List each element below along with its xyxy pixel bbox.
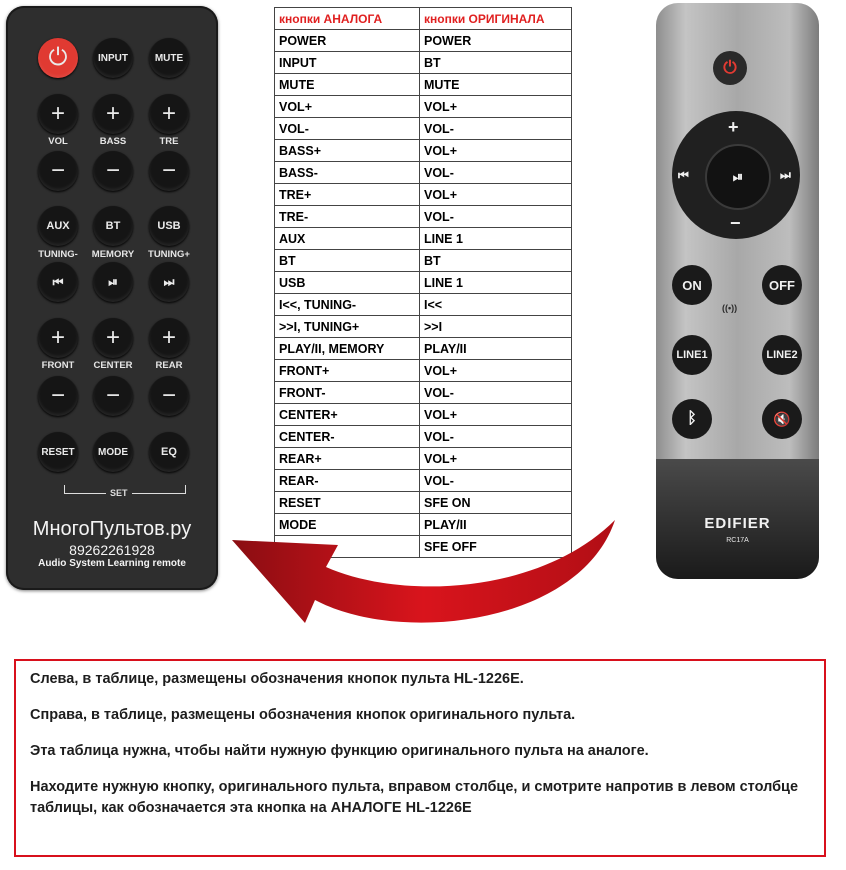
original-cell: VOL-: [420, 206, 572, 228]
front-minus-button[interactable]: −: [38, 376, 78, 416]
table-row: [275, 448, 572, 470]
table-row: [275, 140, 572, 162]
original-cell: VOL+: [420, 360, 572, 382]
original-cell: SFE ON: [420, 492, 572, 514]
vol-plus-button[interactable]: +: [38, 94, 78, 134]
analog-cell: POWER: [275, 30, 420, 52]
analog-cell: USB: [275, 272, 420, 294]
info-line-2: Справа, в таблице, размещены обозначения кнопок оригинального пульта.: [30, 707, 576, 723]
model-label: RC17A: [726, 537, 749, 544]
original-cell: MUTE: [420, 74, 572, 96]
table-row: [275, 96, 572, 118]
play-pause-icon[interactable]: ⏯: [705, 144, 771, 210]
input-button[interactable]: INPUT: [93, 38, 133, 78]
table-row: [275, 184, 572, 206]
brand-phone: 89262261928: [69, 542, 155, 558]
original-cell: VOL+: [420, 140, 572, 162]
table-row: [275, 316, 572, 338]
original-cell: VOL+: [420, 404, 572, 426]
vol-minus-button[interactable]: −: [38, 151, 78, 191]
button-mapping-table: [274, 7, 572, 558]
tre-label: TRE: [159, 136, 179, 147]
analog-remote: [6, 6, 218, 590]
table-row: [275, 382, 572, 404]
vol-label: VOL: [48, 136, 68, 147]
analog-cell: MUTE: [275, 74, 420, 96]
table-row: [275, 74, 572, 96]
original-cell: BT: [420, 250, 572, 272]
original-cell: LINE 1: [420, 272, 572, 294]
original-cell: VOL+: [420, 96, 572, 118]
table-row: [275, 118, 572, 140]
power-button[interactable]: ⏻: [38, 38, 78, 78]
memory-label: MEMORY: [91, 249, 135, 260]
vol-up-icon[interactable]: +: [728, 117, 739, 137]
original-cell: VOL-: [420, 118, 572, 140]
bass-label: BASS: [99, 136, 127, 147]
original-cell: VOL-: [420, 382, 572, 404]
analog-cell: REAR+: [275, 448, 420, 470]
prev-button[interactable]: ⏮: [38, 262, 78, 302]
analog-cell: TRE+: [275, 184, 420, 206]
on-button[interactable]: ON: [672, 265, 712, 305]
next-button[interactable]: ⏭: [149, 262, 189, 302]
table-header-row: [275, 8, 572, 30]
edifier-logo: EDIFIER: [704, 515, 771, 532]
rear-minus-button[interactable]: −: [149, 376, 189, 416]
table-row: [275, 338, 572, 360]
info-line-1: Слева, в таблице, размещены обозначения кнопок пульта HL-1226E.: [30, 671, 524, 687]
bt-button[interactable]: BT: [93, 206, 133, 246]
analog-cell: VOL-: [275, 118, 420, 140]
info-line-3: Эта таблица нужна, чтобы найти нужную функцию оригинального пульта на аналоге.: [30, 743, 649, 759]
mute-button[interactable]: MUTE: [149, 38, 189, 78]
analog-cell: BASS-: [275, 162, 420, 184]
brand-name: МногоПультов.ру: [32, 518, 192, 540]
original-cell: PLAY/II: [420, 514, 572, 536]
original-cell: VOL+: [420, 184, 572, 206]
original-cell: VOL-: [420, 162, 572, 184]
original-remote: [656, 3, 819, 579]
next-icon[interactable]: ⏭: [780, 168, 791, 182]
table-row: [275, 426, 572, 448]
analog-cell: CENTER-: [275, 426, 420, 448]
line1-button[interactable]: LINE1: [672, 335, 712, 375]
mode-button[interactable]: MODE: [93, 432, 133, 472]
prev-icon[interactable]: ⏮: [678, 168, 689, 182]
analog-cell: FRONT+: [275, 360, 420, 382]
table-row: [275, 52, 572, 74]
table-row: [275, 470, 572, 492]
header-original: кнопки ОРИГИНАЛА: [420, 8, 572, 30]
bass-plus-button[interactable]: +: [93, 94, 133, 134]
header-analog: кнопки АНАЛОГА: [275, 8, 420, 30]
center-plus-button[interactable]: +: [93, 318, 133, 358]
original-power-button[interactable]: ⏻: [713, 51, 747, 85]
play-pause-button[interactable]: ⏯: [93, 262, 133, 302]
analog-cell: BT: [275, 250, 420, 272]
vol-down-icon[interactable]: −: [730, 213, 741, 233]
analog-cell: RESET: [275, 492, 420, 514]
analog-cell: AUX: [275, 228, 420, 250]
tre-plus-button[interactable]: +: [149, 94, 189, 134]
center-label: CENTER: [93, 360, 133, 371]
front-label: FRONT: [41, 360, 75, 371]
table-row: [275, 206, 572, 228]
arrow-shape: [232, 520, 615, 623]
original-cell: VOL-: [420, 470, 572, 492]
original-cell: LINE 1: [420, 228, 572, 250]
analog-cell: VOL+: [275, 96, 420, 118]
original-cell: SFE OFF: [420, 536, 572, 558]
analog-cell: TRE-: [275, 206, 420, 228]
eq-button[interactable]: EQ: [149, 432, 189, 472]
bluetooth-icon[interactable]: ᛒ: [672, 399, 712, 439]
analog-cell: I<<, TUNING-: [275, 294, 420, 316]
tuning-plus-label: TUNING+: [148, 249, 190, 260]
original-cell: BT: [420, 52, 572, 74]
analog-cell: PLAY/II, MEMORY: [275, 338, 420, 360]
brand-subtitle: Audio System Learning remote: [38, 558, 186, 569]
reset-button[interactable]: RESET: [38, 432, 78, 472]
analog-cell: >>I, TUNING+: [275, 316, 420, 338]
center-minus-button[interactable]: −: [93, 376, 133, 416]
tuning-minus-label: TUNING-: [38, 249, 78, 260]
analog-cell: FRONT-: [275, 382, 420, 404]
usb-button[interactable]: USB: [149, 206, 189, 246]
original-cell: POWER: [420, 30, 572, 52]
analog-cell: BASS+: [275, 140, 420, 162]
table-row: [275, 250, 572, 272]
table-row: [275, 228, 572, 250]
rear-label: REAR: [155, 360, 183, 371]
table-row: [275, 162, 572, 184]
off-button[interactable]: OFF: [762, 265, 802, 305]
analog-cell: CENTER+: [275, 404, 420, 426]
line2-button[interactable]: LINE2: [762, 335, 802, 375]
table-row: [275, 404, 572, 426]
tre-minus-button[interactable]: −: [149, 151, 189, 191]
info-line-4: Находите нужную кнопку, оригинального пульта, вправом столбце, и смотрите напротив в левом столбце таблицы, как обозначается эта кнопка на АНАЛОГЕ HL-1226E: [30, 779, 799, 816]
original-cell: VOL+: [420, 448, 572, 470]
original-cell: PLAY/II: [420, 338, 572, 360]
aux-button[interactable]: AUX: [38, 206, 78, 246]
table-row: [275, 272, 572, 294]
table-row: [275, 294, 572, 316]
rear-plus-button[interactable]: +: [149, 318, 189, 358]
mute-icon[interactable]: 🔇: [762, 399, 802, 439]
analog-cell: REAR-: [275, 470, 420, 492]
set-label: SET: [106, 488, 132, 498]
front-plus-button[interactable]: +: [38, 318, 78, 358]
table-row: [275, 30, 572, 52]
analog-cell: INPUT: [275, 52, 420, 74]
curved-arrow: [220, 505, 640, 675]
original-cell: I<<: [420, 294, 572, 316]
signal-icon: ((•)): [722, 303, 738, 313]
info-box: [14, 659, 826, 857]
bass-minus-button[interactable]: −: [93, 151, 133, 191]
table-row: [275, 360, 572, 382]
analog-cell: MODE: [275, 514, 420, 536]
original-cell: >>I: [420, 316, 572, 338]
original-cell: VOL-: [420, 426, 572, 448]
